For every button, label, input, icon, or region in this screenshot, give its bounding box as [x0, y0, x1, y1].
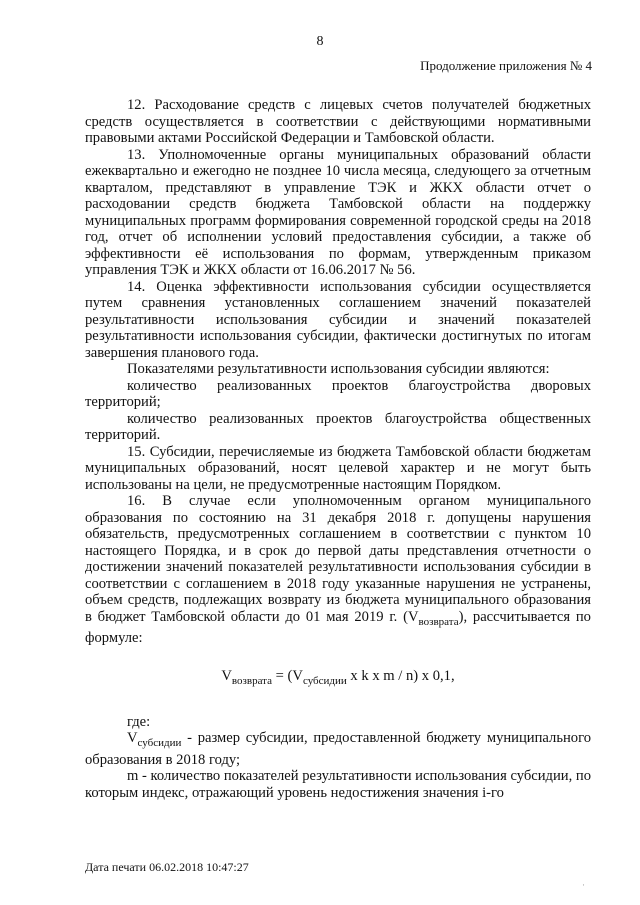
formula-rest: x k x m / n) x 0,1,	[346, 668, 455, 685]
formula-sub-return: возврата	[231, 675, 273, 688]
document-body	[85, 97, 591, 801]
appendix-continuation-label: Продолжение приложения № 4	[420, 58, 592, 73]
return-formula	[85, 668, 591, 689]
paragraph-16-subscript: возврата	[418, 615, 459, 628]
definition-m: m - количество показателей результативности использования субсидии, по которым индекс, отражающий уровень недостижения значения i-го	[85, 768, 592, 801]
indicators-intro: Показателями результативности использования субсидии являются:	[127, 361, 550, 377]
definition-v-text: - размер субсидии, предоставленной бюджету муниципального образования в 2018 году;	[85, 730, 591, 768]
definition-v-letter: V	[127, 730, 138, 747]
paragraph-16-text: 16. В случае если уполномоченным органом муниципального образования по состоянию на 31 декабря 2018 г. допущены нарушения обязательств, предусмотренных соглашением в соответствии с пунктом 10 настоящего Порядка, и в срок до первой даты представления отчетности о достижении значений показателей результативности использования субсидии в соответствии с соглашением в 2018 году указанные нарушения не устранены, объем средств, подлежащих возврату из бюджета муниципального образования в бюджет Тамбовской области до 01 мая 2019 г. (V	[85, 493, 591, 625]
paragraph-16	[85, 493, 591, 646]
definition-v-subscript: субсидии	[137, 737, 182, 750]
page-number: 8	[316, 34, 324, 49]
definition-v-subsidy	[85, 730, 591, 768]
paragraph-12: 12. Расходование средств с лицевых счетов получателей бюджетных средств осуществляется в соответствии с действующими нормативными правовыми актами Российской Федерации и Тамбовской области.	[85, 97, 591, 146]
paragraph-15: 15. Субсидии, перечисляемые из бюджета Тамбовской области бюджетам муниципальных образований, носят целевой характер и не могут быть использованы на цели, не предусмотренные настоящим Порядком.	[85, 443, 591, 493]
where-label: где:	[127, 713, 151, 730]
formula-sub-subsidy: субсидии	[302, 675, 347, 688]
paragraph-14: 14. Оценка эффективности использования субсидии осуществляется путем сравнения установленных соглашением значений показателей результативности использования субсидии и значений показателей результативности использования субсидии, фактически достигнутых по итогам завершения планового года.	[85, 278, 591, 361]
paragraph-16-end: ), рассчитывается по формуле:	[85, 608, 591, 646]
paragraph-13: 13. Уполномоченные органы муниципальных образований области ежеквартально и ежегодно не позднее 10 числа месяца, следующего за отчетным кварталом, представляют в управление ТЭК и ЖКХ области отчет о расходовании средств бюджета Тамбовской области на поддержку муниципальных программ формирования современной городской среды на 2018 год, отчет об исполнении условий предоставления субсидии, а также об эффективности её использования по формам, утвержденным приказом управления ТЭК и ЖКХ области от 16.06.2017 № 56.	[85, 146, 591, 278]
formula-v: V	[221, 668, 232, 685]
indicator-yards: количество реализованных проектов благоустройства дворовых территорий;	[85, 377, 591, 410]
formula-mid: = (V	[272, 668, 303, 685]
scan-mark: ·	[582, 880, 585, 890]
indicator-public-spaces: количество реализованных проектов благоустройства общественных территорий.	[85, 410, 591, 443]
print-date: Дата печати 06.02.2018 10:47:27	[85, 860, 249, 874]
